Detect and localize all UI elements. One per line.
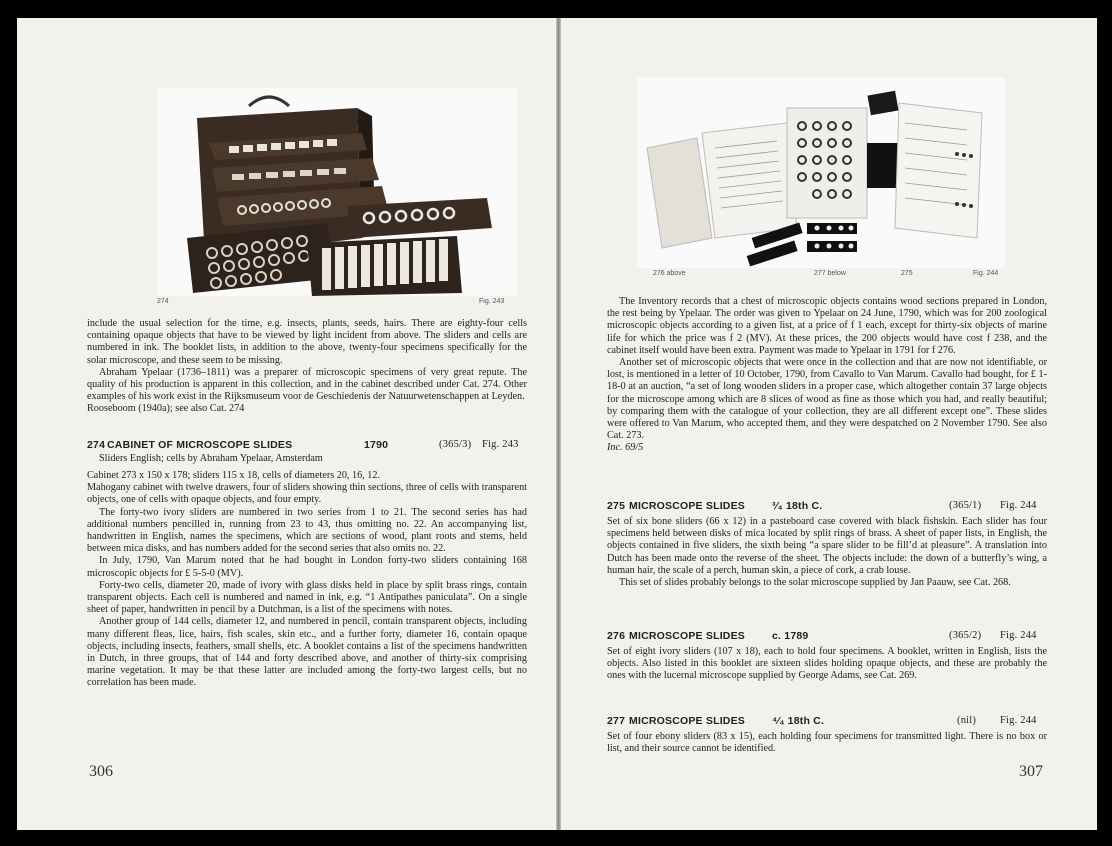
entry-date: c. 1789 [772,630,809,642]
entry-inventory: (nil) [957,715,977,726]
entry-title: MICROSCOPE SLIDES [629,500,745,512]
paragraph: Cabinet 273 x 150 x 178; sliders 115 x 18, cells of diameters 20, 16, 12. [87,470,381,481]
entry-number: 275 [607,500,626,512]
caption-275: 275 [901,270,913,277]
paragraph: The forty-two ivory sliders are numbered in two series from 1 to 21. The second series has had additional numbers pencilled in, running from 23 to 43, thus omitting no. 22. An accompanying list, handwritten in English, names the specimens, which are sections of wood, plant roots and stems, held between mica disks, and has numbers added for the second series that also omits no. 22. [87,506,527,555]
entry-text [87,470,527,690]
entry-date: ³⁄₄ 18th C. [772,500,823,512]
entry-title: MICROSCOPE SLIDES [629,715,745,727]
cabinet-photo [157,88,517,296]
entry-inventory: (365/1) [949,500,982,511]
paragraph: In July, 1790, Van Marum noted that he had bought in London forty-two sliders containing 168 microscopic objects for £ 5-5-0 (MV). [87,555,527,579]
paragraph: Set of six bone sliders (66 x 12) in a pasteboard case covered with black fishskin. Each slider has four specimens held between disks of mica located by split rings of brass. A sheet of paper lists, in English, the objects contained in five sliders, the sixth being “a spare slider to be fill’d at pleasure”. A translation into Dutch has been made onto the reverse of the sheet. The objects include: the down of a butterfly’s wing, a human hair, the scale of a perch, human skin, a piece of cork, a crab louse. [607,516,1047,576]
entry-date: ⁴⁄₄ 18th C. [772,715,825,727]
entry-title: CABINET OF MICROSCOPE SLIDES [107,439,293,451]
entry-heading [87,439,527,453]
cabinet-illustration [157,88,517,296]
caption-277: 277 below [814,270,846,277]
paragraph: Abraham Ypelaar (1736–1811) was a preparer of microscopic specimens of very great repute. The quality of his production is apparent in this collection, and in the cabinet described under Cat. 274. Other examples of his work exist in the Rijksmuseum voor de Geschiedenis der Natuurwetenschappen at Leyden. [87,366,527,403]
entry-fig: Fig. 244 [1000,500,1037,511]
paragraph: Mahogany cabinet with twelve drawers, four of sliders showing thin sections, three of cells with transparent objects, one of cells with opaque objects, and four empty. [87,482,527,506]
paragraph: Set of four ebony sliders (83 x 15), each holding four specimens for transmitted light. There is no box or list, and their source cannot be identified. [607,731,1047,755]
entry-date: 1790 [364,439,389,451]
page-number: 307 [1019,763,1043,780]
entry-number: 276 [607,630,626,642]
entry-fig: Fig. 244 [1000,630,1037,641]
paragraph: include the usual selection for the time, e.g. insects, plants, seeds, hairs. There are eighty-four cells containing opaque objects that have to be viewed by light incident from above. The sliders and cells are numbered in ink. The booklet lists, in addition to the above, twenty-four specimens specifically for the solar microscope, and these seem to be missing. [87,318,527,366]
entry-heading [607,715,1047,729]
figure-ref: Fig. 243 [479,298,505,305]
reference-line: Inc. 69/5 [607,442,644,454]
entry-inventory: (365/3) [439,439,472,450]
right-page [561,18,1097,830]
entry-text [607,646,1047,683]
entry-fig: Fig. 244 [1000,715,1037,726]
entry-title: MICROSCOPE SLIDES [629,630,745,642]
intro-text [87,318,527,416]
figure-ref: Fig. 244 [973,270,999,277]
figure-number: 274 [157,298,169,305]
paragraph: Another group of 144 cells, diameter 12, and numbered in pencil, contain transparent objects, including many different fleas, lice, hairs, fish scales, skin etc., and a further forty, diameter 16, contain opaque objects, including insects, feathers, small shells, etc. A booklet contains a list of the specimens handwritten in Dutch, in three groups, that of 144 and forty described above, and another of thirty-six comprising marine vegetation. It may be that these latter are included among the forty-two largest cells, but no correlation has been made. [87,616,527,689]
intro-text [607,296,1047,455]
entry-subtitle: Sliders English; cells by Abraham Ypelaar, Amsterdam [99,453,323,464]
entry-text [607,516,1047,589]
caption-276: 276 above [653,270,686,277]
reference-line: Rooseboom (1940a); see also Cat. 274 [87,403,245,415]
entry-heading [607,500,1047,514]
entry-number: 277 [607,715,626,727]
entry-fig: Fig. 243 [482,439,519,450]
paragraph: Forty-two cells, diameter 20, made of ivory with glass disks held in place by split brass rings, contain transparent objects. Each cell is numbered and named in ink, e.g. “1 Antipathes paniculata”. On a single sheet of paper, handwritten in pencil by a Dutchman, is a list of the specimens with notes. [87,579,527,616]
paragraph: Set of eight ivory sliders (107 x 18), each to hold four specimens. A booklet, written in English, lists the objects. Also listed in this booklet are sixteen slides holding opaque objects, and these are probably the ones with the lucernal microscope supplied by George Adams, see Cat. 269. [607,646,1047,682]
paragraph: This set of slides probably belongs to the solar microscope supplied by Jan Paauw, see Cat. 268. [619,577,1011,589]
entry-text [607,731,1047,755]
entry-heading [607,630,1047,644]
paragraph: Another set of microscopic objects that were once in the collection and that are now not identifiable, or lost, is mentioned in a letter of 10 October, 1790, from Cavallo to Van Marum. Cavallo had bought, for £ 1-18-0 at an auction, “a set of long wooden sliders in a proper case, which altogether contain 37 large objects for the microscope among which are 8 slices of wood as fine as those which you had, and really beautiful; by comparing them with the catalogue of your collection, they are all different except one”. These slides were offered to Van Marum, who accepted them, and they were despatched on 2 November 1790. See also Cat. 273. [607,357,1047,442]
slides-illustration [637,78,1005,268]
book-spread [17,18,1097,830]
left-page [17,18,556,830]
page-number: 306 [89,763,113,780]
entry-number: 274 [87,439,106,451]
entry-inventory: (365/2) [949,630,982,641]
slides-photo [637,78,1005,268]
paragraph: The Inventory records that a chest of microscopic objects contains wood sections prepared in London, the rest being by Ypelaar. The order was given to Ypelaar on 24 June, 1790, which was for 200 zoological microscopic objects according to a given list, at a price of f 1 each, except for thirty-six objects of marine life for which the price was f 2 (MV). At these prices, the 200 objects would have cost f 238, and the cabinet itself would have been extra. Payment was made to Ypelaar in 1791 for f 276. [607,296,1047,356]
